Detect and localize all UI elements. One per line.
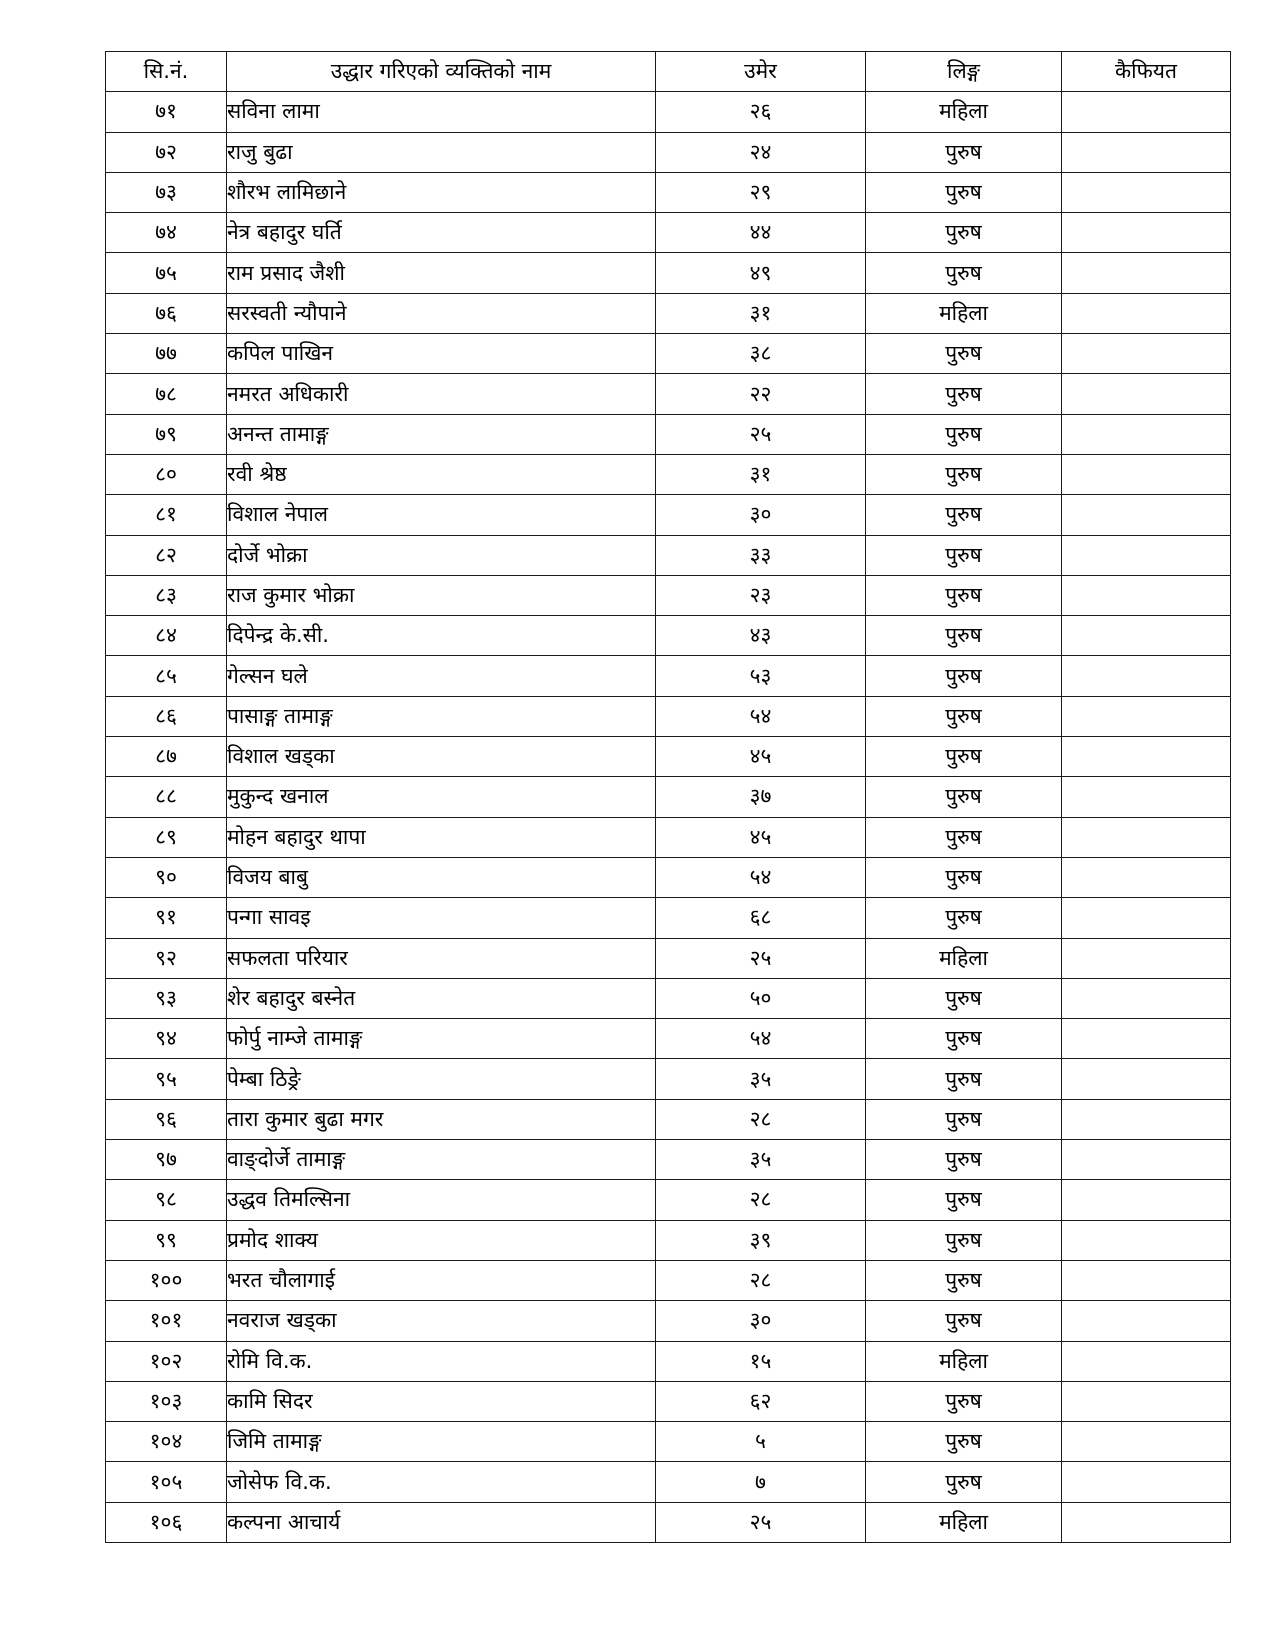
gender-cell: महिला (866, 1341, 1062, 1381)
person-name-cell: नेत्र बहादुर घर्ति (227, 213, 656, 253)
gender-cell: महिला (866, 293, 1062, 333)
table-row (106, 1140, 1231, 1180)
person-name-cell: राम प्रसाद जैशी (227, 253, 656, 293)
remarks-cell (1062, 1099, 1231, 1139)
age-cell: ५४ (656, 696, 866, 736)
remarks-cell (1062, 817, 1231, 857)
age-cell: ३५ (656, 1140, 866, 1180)
age-cell: २९ (656, 172, 866, 212)
age-cell: ५४ (656, 1019, 866, 1059)
person-name-cell: सविना लामा (227, 92, 656, 132)
remarks-cell (1062, 1381, 1231, 1421)
age-cell: ६८ (656, 898, 866, 938)
gender-cell: पुरुष (866, 857, 1062, 897)
age-cell: २४ (656, 132, 866, 172)
remarks-cell (1062, 1220, 1231, 1260)
remarks-cell (1062, 454, 1231, 494)
table-row (106, 1260, 1231, 1300)
age-cell: २८ (656, 1260, 866, 1300)
age-cell: २५ (656, 414, 866, 454)
gender-cell: पुरुष (866, 978, 1062, 1018)
remarks-cell (1062, 656, 1231, 696)
remarks-cell (1062, 535, 1231, 575)
serial-number-cell: ९३ (106, 978, 227, 1018)
remarks-cell (1062, 1422, 1231, 1462)
remarks-cell (1062, 1301, 1231, 1341)
person-name-cell: नवराज खड्का (227, 1301, 656, 1341)
remarks-cell (1062, 253, 1231, 293)
age-cell: २२ (656, 374, 866, 414)
person-name-cell: दोर्जे भोक्रा (227, 535, 656, 575)
serial-number-cell: ७३ (106, 172, 227, 212)
gender-cell: पुरुष (866, 1140, 1062, 1180)
table-row (106, 1502, 1231, 1542)
person-name-cell: भरत चौलागाई (227, 1260, 656, 1300)
age-cell: ३७ (656, 777, 866, 817)
serial-number-cell: ८२ (106, 535, 227, 575)
gender-cell: पुरुष (866, 414, 1062, 454)
serial-number-cell: १०४ (106, 1422, 227, 1462)
gender-cell: पुरुष (866, 495, 1062, 535)
serial-number-cell: ९४ (106, 1019, 227, 1059)
gender-cell: पुरुष (866, 172, 1062, 212)
remarks-cell (1062, 1502, 1231, 1542)
age-cell: ३८ (656, 334, 866, 374)
name-header: उद्धार गरिएको व्यक्तिको नाम (227, 52, 656, 92)
gender-cell: पुरुष (866, 696, 1062, 736)
age-cell: ५४ (656, 857, 866, 897)
table-row (106, 213, 1231, 253)
table-row (106, 656, 1231, 696)
table-row (106, 92, 1231, 132)
serial-number-cell: ७६ (106, 293, 227, 333)
serial-number-cell: ८५ (106, 656, 227, 696)
remarks-cell (1062, 898, 1231, 938)
table-row (106, 334, 1231, 374)
remarks-cell (1062, 132, 1231, 172)
remarks-cell (1062, 1180, 1231, 1220)
remarks-header: कैफियत (1062, 52, 1231, 92)
serial-number-cell: १०० (106, 1260, 227, 1300)
remarks-cell (1062, 293, 1231, 333)
table-row (106, 696, 1231, 736)
person-name-cell: रवी श्रेष्ठ (227, 454, 656, 494)
remarks-cell (1062, 1019, 1231, 1059)
age-header: उमेर (656, 52, 866, 92)
serial-number-cell: १०६ (106, 1502, 227, 1542)
person-name-cell: गेल्सन घले (227, 656, 656, 696)
gender-cell: पुरुष (866, 374, 1062, 414)
age-cell: ४५ (656, 817, 866, 857)
gender-cell: पुरुष (866, 1220, 1062, 1260)
person-name-cell: मुकुन्द खनाल (227, 777, 656, 817)
serial-number-cell: १०५ (106, 1462, 227, 1502)
person-name-cell: रोमि वि.क. (227, 1341, 656, 1381)
person-name-cell: शेर बहादुर बस्नेत (227, 978, 656, 1018)
serial-number-cell: ७७ (106, 334, 227, 374)
table-row (106, 535, 1231, 575)
remarks-cell (1062, 92, 1231, 132)
person-name-cell: पेम्बा ठिङ्रे (227, 1059, 656, 1099)
person-name-cell: कामि सिदर (227, 1381, 656, 1421)
person-name-cell: विशाल खड्का (227, 737, 656, 777)
serial-number-cell: ८० (106, 454, 227, 494)
remarks-cell (1062, 495, 1231, 535)
age-cell: २८ (656, 1180, 866, 1220)
remarks-cell (1062, 737, 1231, 777)
table-row (106, 1180, 1231, 1220)
age-cell: ३० (656, 495, 866, 535)
age-cell: ३१ (656, 454, 866, 494)
remarks-cell (1062, 1260, 1231, 1300)
gender-cell: पुरुष (866, 132, 1062, 172)
table-row (106, 1099, 1231, 1139)
person-name-cell: दिपेन्द्र के.सी. (227, 616, 656, 656)
gender-cell: पुरुष (866, 253, 1062, 293)
serial-number-cell: ७९ (106, 414, 227, 454)
person-name-cell: विशाल नेपाल (227, 495, 656, 535)
person-name-cell: जिमि तामाङ्ग (227, 1422, 656, 1462)
age-cell: ३० (656, 1301, 866, 1341)
serial-number-cell: १०२ (106, 1341, 227, 1381)
remarks-cell (1062, 978, 1231, 1018)
serial-number-cell: ९१ (106, 898, 227, 938)
gender-cell: पुरुष (866, 616, 1062, 656)
person-name-cell: तारा कुमार बुढा मगर (227, 1099, 656, 1139)
age-cell: ३५ (656, 1059, 866, 1099)
table-row (106, 938, 1231, 978)
age-cell: २८ (656, 1099, 866, 1139)
serial-number-cell: ८९ (106, 817, 227, 857)
serial-number-cell: ७१ (106, 92, 227, 132)
serial-number-cell: ९७ (106, 1140, 227, 1180)
person-name-cell: सफलता परियार (227, 938, 656, 978)
serial-number-cell: ७४ (106, 213, 227, 253)
age-cell: २६ (656, 92, 866, 132)
serial-number-cell: ७२ (106, 132, 227, 172)
document-page (105, 51, 1230, 1543)
table-row (106, 777, 1231, 817)
remarks-cell (1062, 334, 1231, 374)
table-row (106, 737, 1231, 777)
remarks-cell (1062, 1462, 1231, 1502)
remarks-cell (1062, 696, 1231, 736)
serial-number-cell: ९८ (106, 1180, 227, 1220)
remarks-cell (1062, 213, 1231, 253)
remarks-cell (1062, 616, 1231, 656)
gender-cell: पुरुष (866, 535, 1062, 575)
table-header (106, 52, 1231, 92)
age-cell: ५० (656, 978, 866, 1018)
table-row (106, 495, 1231, 535)
age-cell: ४५ (656, 737, 866, 777)
gender-cell: महिला (866, 1502, 1062, 1542)
serial-number-cell: ७५ (106, 253, 227, 293)
person-name-cell: उद्धव तिमल्सिना (227, 1180, 656, 1220)
serial-number-cell: ९२ (106, 938, 227, 978)
gender-cell: पुरुष (866, 1301, 1062, 1341)
gender-cell: पुरुष (866, 213, 1062, 253)
person-name-cell: शौरभ लामिछाने (227, 172, 656, 212)
table-row (106, 414, 1231, 454)
table-body (106, 92, 1231, 1543)
person-name-cell: राज कुमार भोक्रा (227, 575, 656, 615)
gender-cell: पुरुष (866, 1180, 1062, 1220)
gender-cell: पुरुष (866, 1019, 1062, 1059)
serial-number-cell: ७८ (106, 374, 227, 414)
serial-number-cell: १०३ (106, 1381, 227, 1421)
age-cell: ६२ (656, 1381, 866, 1421)
age-cell: २५ (656, 1502, 866, 1542)
table-row (106, 1059, 1231, 1099)
person-name-cell: कल्पना आचार्य (227, 1502, 656, 1542)
person-name-cell: फोर्पु नाम्जे तामाङ्ग (227, 1019, 656, 1059)
person-name-cell: विजय बाबु (227, 857, 656, 897)
table-row (106, 374, 1231, 414)
remarks-cell (1062, 857, 1231, 897)
gender-cell: पुरुष (866, 334, 1062, 374)
person-name-cell: जोसेफ वि.क. (227, 1462, 656, 1502)
gender-cell: पुरुष (866, 1462, 1062, 1502)
remarks-cell (1062, 414, 1231, 454)
gender-cell: पुरुष (866, 777, 1062, 817)
age-cell: ४४ (656, 213, 866, 253)
table-row (106, 454, 1231, 494)
person-name-cell: राजु बुढा (227, 132, 656, 172)
gender-header: लिङ्ग (866, 52, 1062, 92)
serial-number-cell: ८३ (106, 575, 227, 615)
gender-cell: पुरुष (866, 898, 1062, 938)
serial-number-cell: ८७ (106, 737, 227, 777)
serial-number-cell: ९५ (106, 1059, 227, 1099)
table-row (106, 857, 1231, 897)
age-cell: ५ (656, 1422, 866, 1462)
person-name-cell: पासाङ्ग तामाङ्ग (227, 696, 656, 736)
serial-number-header: सि.नं. (106, 52, 227, 92)
age-cell: २३ (656, 575, 866, 615)
remarks-cell (1062, 374, 1231, 414)
table-row (106, 898, 1231, 938)
person-name-cell: वाङ्दोर्जे तामाङ्ग (227, 1140, 656, 1180)
age-cell: ३३ (656, 535, 866, 575)
age-cell: ५३ (656, 656, 866, 696)
serial-number-cell: ९९ (106, 1220, 227, 1260)
table-row (106, 132, 1231, 172)
age-cell: १५ (656, 1341, 866, 1381)
gender-cell: पुरुष (866, 1260, 1062, 1300)
serial-number-cell: ८१ (106, 495, 227, 535)
remarks-cell (1062, 1059, 1231, 1099)
gender-cell: महिला (866, 92, 1062, 132)
person-name-cell: पन्गा सावइ (227, 898, 656, 938)
person-name-cell: अनन्त तामाङ्ग (227, 414, 656, 454)
age-cell: ३१ (656, 293, 866, 333)
serial-number-cell: ८४ (106, 616, 227, 656)
rescued-persons-table (105, 51, 1231, 1543)
table-row (106, 817, 1231, 857)
remarks-cell (1062, 575, 1231, 615)
age-cell: ४९ (656, 253, 866, 293)
table-row (106, 293, 1231, 333)
serial-number-cell: ९६ (106, 1099, 227, 1139)
serial-number-cell: ९० (106, 857, 227, 897)
serial-number-cell: ८८ (106, 777, 227, 817)
table-row (106, 575, 1231, 615)
person-name-cell: प्रमोद शाक्य (227, 1220, 656, 1260)
gender-cell: पुरुष (866, 1059, 1062, 1099)
gender-cell: पुरुष (866, 656, 1062, 696)
gender-cell: पुरुष (866, 737, 1062, 777)
table-row (106, 1019, 1231, 1059)
age-cell: ३९ (656, 1220, 866, 1260)
gender-cell: पुरुष (866, 1422, 1062, 1462)
remarks-cell (1062, 1140, 1231, 1180)
table-row (106, 1341, 1231, 1381)
gender-cell: पुरुष (866, 817, 1062, 857)
table-row (106, 1381, 1231, 1421)
gender-cell: पुरुष (866, 454, 1062, 494)
gender-cell: पुरुष (866, 1099, 1062, 1139)
age-cell: ४३ (656, 616, 866, 656)
table-row (106, 172, 1231, 212)
gender-cell: पुरुष (866, 1381, 1062, 1421)
remarks-cell (1062, 777, 1231, 817)
age-cell: २५ (656, 938, 866, 978)
person-name-cell: कपिल पाखिन (227, 334, 656, 374)
gender-cell: पुरुष (866, 575, 1062, 615)
serial-number-cell: १०१ (106, 1301, 227, 1341)
person-name-cell: मोहन बहादुर थापा (227, 817, 656, 857)
gender-cell: महिला (866, 938, 1062, 978)
remarks-cell (1062, 1341, 1231, 1381)
remarks-cell (1062, 172, 1231, 212)
serial-number-cell: ८६ (106, 696, 227, 736)
remarks-cell (1062, 938, 1231, 978)
table-row (106, 1422, 1231, 1462)
person-name-cell: नमरत अधिकारी (227, 374, 656, 414)
table-row (106, 1301, 1231, 1341)
table-row (106, 978, 1231, 1018)
table-row (106, 253, 1231, 293)
header-row (106, 52, 1231, 92)
table-row (106, 616, 1231, 656)
person-name-cell: सरस्वती न्यौपाने (227, 293, 656, 333)
table-row (106, 1462, 1231, 1502)
age-cell: ७ (656, 1462, 866, 1502)
table-row (106, 1220, 1231, 1260)
